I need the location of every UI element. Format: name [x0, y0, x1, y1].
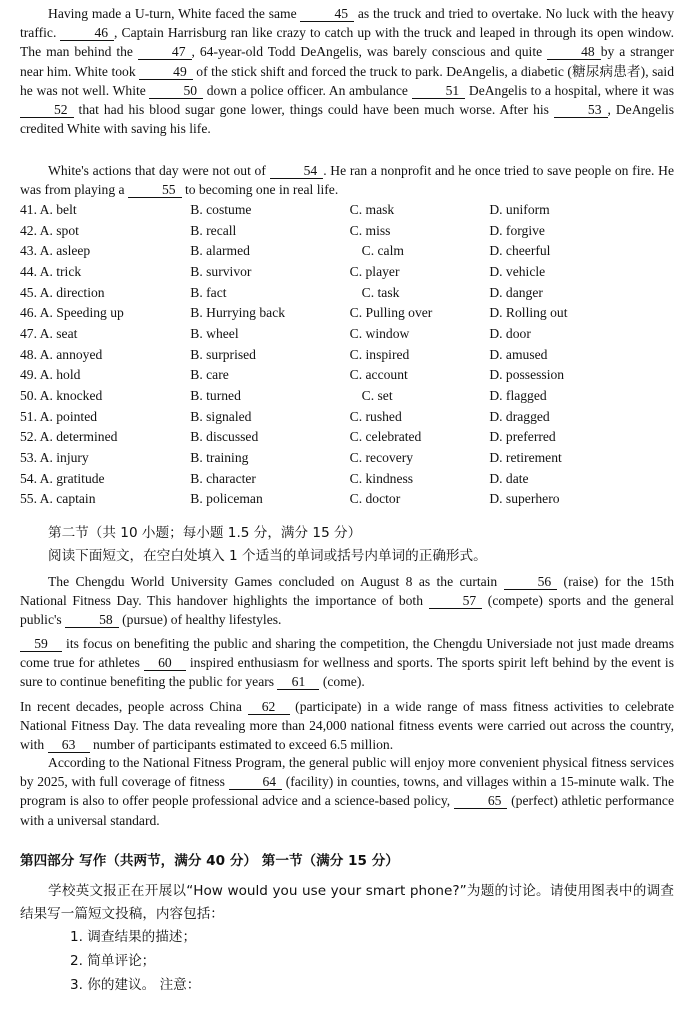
section2-title: 第二节（共 10 小题；每小题 1.5 分，满分 15 分）	[48, 525, 362, 541]
passage-text: as the truck and tried to overtake. No luck with the heavy traffic.	[20, 6, 675, 41]
part4-title: 第四部分 写作（共两节，满分 40 分） 第一节（满分 15 分）	[20, 853, 399, 869]
option-row-41	[20, 200, 674, 221]
answer-blank-65[interactable]: 65	[454, 793, 508, 809]
option-c[interactable]: C. set	[361, 387, 393, 403]
answer-blank-57[interactable]: 57	[429, 593, 483, 609]
option-b[interactable]: B. care	[190, 367, 229, 383]
option-d[interactable]: D. flagged	[489, 387, 547, 403]
option-d[interactable]: D. forgive	[489, 222, 545, 238]
option-b[interactable]: B. costume	[190, 202, 252, 217]
answer-blank-47[interactable]: 47	[138, 44, 192, 60]
section2-paragraph-1	[20, 572, 674, 630]
option-row-42	[20, 221, 674, 242]
option-c[interactable]: C. window	[349, 325, 410, 341]
option-b[interactable]: B. wheel	[190, 325, 239, 341]
passage-text: . He ran a nonprofit and he once tried to save people on fire. He was from playing a	[20, 163, 674, 198]
option-row-48	[20, 345, 674, 366]
passage-text: (perfect) athletic performance with a universal standard.	[20, 793, 674, 828]
option-c[interactable]: C. celebrated	[349, 429, 422, 445]
answer-blank-64[interactable]: 64	[229, 774, 283, 790]
option-b[interactable]: B. alarmed	[190, 243, 250, 259]
option-d[interactable]: D. amused	[489, 346, 548, 362]
option-d[interactable]: D. date	[489, 470, 529, 486]
passage-text: The Chengdu World University Games concluded on August 8 as the curtain	[48, 574, 504, 589]
option-a[interactable]: 42. A. spot	[20, 222, 79, 238]
requirement-1: 1. 调查结果的描述；	[70, 929, 197, 945]
passage-text: by a stranger near him. White took	[20, 44, 674, 79]
passage-text: , Captain Harrisburg ran like crazy to catch up with the truck and leaped in through its open window. The man behind the	[20, 25, 674, 60]
option-c[interactable]: C. Pulling over	[349, 305, 433, 321]
section2-instruction: 阅读下面短文，在空白处填入 1 个适当的单词或括号内单词的正确形式。	[48, 548, 487, 564]
option-c[interactable]: C. recovery	[349, 449, 414, 465]
option-row-54	[20, 469, 674, 490]
answer-blank-52[interactable]: 52	[20, 102, 74, 118]
option-d[interactable]: D. possession	[489, 367, 565, 383]
option-a[interactable]: 50. A. knocked	[20, 387, 103, 403]
passage-text: , DeAngelis credited White with saving his life.	[20, 102, 674, 137]
option-c[interactable]: C. miss	[349, 222, 391, 238]
option-row-52	[20, 427, 674, 448]
option-d[interactable]: D. preferred	[489, 429, 556, 445]
option-a[interactable]: 53. A. injury	[20, 449, 89, 465]
section2-paragraph-2	[20, 634, 674, 692]
section2-paragraph-3	[20, 697, 674, 755]
option-a[interactable]: 44. A. trick	[20, 263, 82, 279]
answer-blank-51[interactable]: 51	[412, 83, 466, 99]
option-a[interactable]: 48. A. annoyed	[20, 346, 103, 362]
option-row-55	[20, 489, 674, 510]
option-b[interactable]: B. turned	[190, 387, 241, 403]
options-table	[20, 200, 674, 510]
option-a[interactable]: 47. A. seat	[20, 325, 78, 341]
answer-blank-59[interactable]: 59	[20, 636, 62, 652]
option-b[interactable]: B. signaled	[190, 408, 252, 424]
option-b[interactable]: B. recall	[190, 222, 237, 238]
answer-blank-62[interactable]: 62	[248, 699, 290, 715]
passage-text: of the stick shift and forced the truck to park. DeAngelis, a diabetic (糖尿病患者), said he was not well. White	[20, 63, 675, 98]
option-d[interactable]: D. cheerful	[489, 243, 551, 259]
option-b[interactable]: B. fact	[190, 284, 227, 300]
option-d[interactable]: D. uniform	[489, 202, 550, 217]
option-c[interactable]: C. mask	[349, 202, 395, 217]
option-c[interactable]: C. inspired	[349, 346, 410, 362]
passage-text: According to the National Fitness Program, the general public will enjoy more convenient physical fitness services by 2025, with full coverage of fitness	[20, 755, 674, 790]
answer-blank-48[interactable]: 48	[547, 44, 601, 60]
requirement-2: 2. 简单评论；	[70, 953, 156, 969]
answer-blank-46[interactable]: 46	[60, 25, 114, 41]
option-a[interactable]: 49. A. hold	[20, 367, 81, 383]
option-a[interactable]: 54. A. gratitude	[20, 470, 105, 486]
option-d[interactable]: D. retirement	[489, 449, 562, 465]
option-a[interactable]: 52. A. determined	[20, 429, 118, 445]
passage-text: , 64-year-old Todd DeAngelis, was barely conscious and quite	[191, 44, 548, 60]
passage-text: (raise) for the 15th National Fitness Day. This handover highlights the importance of both	[20, 574, 674, 609]
passage-text: (pursue) of healthy lifestyles.	[118, 612, 282, 628]
passage-text: White's actions that day were not out of	[48, 163, 270, 178]
passage-text: number of participants estimated to exceed 6.5 million.	[89, 737, 394, 753]
option-b[interactable]: B. Hurrying back	[190, 305, 286, 321]
option-row-47	[20, 324, 674, 345]
answer-blank-49[interactable]: 49	[139, 64, 193, 80]
part4-instruction: 学校英文报正在开展以“How would you use your smart phone?”为题的讨论。请使用图表中的调查结果写一篇短文投稿，内容包括：	[20, 883, 674, 922]
option-b[interactable]: B. policeman	[190, 491, 263, 507]
option-row-50	[20, 386, 674, 407]
answer-blank-55[interactable]: 55	[128, 182, 182, 198]
answer-blank-61[interactable]: 61	[277, 674, 319, 690]
answer-blank-50[interactable]: 50	[149, 83, 203, 99]
passage-text: its focus on benefiting the public and sharing the competition, the Chengdu Universiade not just made dreams come true for athletes	[20, 636, 674, 671]
option-d[interactable]: D. superhero	[489, 491, 560, 507]
passage-text: (come).	[319, 674, 365, 690]
option-b[interactable]: B. training	[190, 449, 249, 465]
option-a[interactable]: 43. A. asleep	[20, 243, 91, 259]
option-a[interactable]: 46. A. Speeding up	[20, 305, 124, 321]
option-b[interactable]: B. surprised	[190, 346, 256, 362]
option-d[interactable]: D. danger	[489, 284, 543, 300]
answer-blank-45[interactable]: 45	[300, 6, 354, 22]
answer-blank-56[interactable]: 56	[504, 574, 558, 590]
option-d[interactable]: D. vehicle	[489, 263, 546, 279]
option-d[interactable]: D. Rolling out	[489, 305, 568, 321]
option-row-46	[20, 303, 674, 324]
passage-text: to becoming one in real life.	[181, 182, 339, 198]
option-row-44	[20, 262, 674, 283]
option-row-53	[20, 448, 674, 469]
option-a[interactable]: 55. A. captain	[20, 491, 96, 507]
option-row-51	[20, 407, 674, 428]
option-c[interactable]: C. calm	[361, 243, 404, 259]
passage1-paragraph-2	[20, 161, 674, 199]
option-b[interactable]: B. discussed	[190, 429, 259, 445]
option-a[interactable]: 51. A. pointed	[20, 408, 98, 424]
answer-blank-60[interactable]: 60	[144, 655, 186, 671]
passage-text: down a police officer. An ambulance	[203, 82, 412, 98]
option-a[interactable]: 45. A. direction	[20, 284, 105, 300]
passage-text: Having made a U-turn, White faced the same	[48, 6, 301, 21]
passage-text: (compete) sports and the general public's	[20, 593, 674, 628]
requirement-3: 3. 你的建议。 注意：	[70, 977, 201, 993]
option-c[interactable]: C. rushed	[349, 408, 402, 424]
option-d[interactable]: D. dragged	[489, 408, 550, 424]
passage-text: (facility) in counties, towns, and villages within a 15-minute walk. The program is also to offer people professional advice and a science-based policy,	[20, 774, 674, 809]
passage-text: that had his blood sugar gone lower, things could have been much worse. After his	[73, 102, 554, 118]
option-row-43	[20, 241, 674, 262]
option-row-49	[20, 365, 674, 386]
option-c[interactable]: C. kindness	[349, 470, 414, 486]
passage1-paragraph-1	[20, 4, 674, 138]
option-d[interactable]: D. door	[489, 325, 531, 341]
option-c[interactable]: C. task	[361, 284, 400, 300]
option-c[interactable]: C. player	[349, 263, 400, 279]
answer-blank-53[interactable]: 53	[554, 102, 608, 118]
section2-paragraph-4	[20, 753, 674, 830]
option-b[interactable]: B. survivor	[190, 263, 252, 279]
option-row-45	[20, 283, 674, 304]
passage-text: DeAngelis to a hospital, where it was	[465, 82, 675, 98]
option-c[interactable]: C. doctor	[349, 491, 401, 507]
passage-text: inspired enthusiasm for wellness and sports. The sports spirit left behind by the event is sure to continue benefiting the public for years	[20, 655, 674, 690]
option-c[interactable]: C. account	[349, 367, 408, 383]
option-a[interactable]: 41. A. belt	[20, 202, 77, 217]
answer-blank-54[interactable]: 54	[270, 163, 324, 179]
passage-text: (participate) in a wide range of mass fitness activities to celebrate National Fitness Day. The data revealing more than 24,000 national fitness events were carried out across the country, with	[20, 699, 674, 753]
answer-blank-58[interactable]: 58	[65, 612, 119, 628]
option-b[interactable]: B. character	[190, 470, 256, 486]
answer-blank-63[interactable]: 63	[48, 737, 90, 753]
passage-text: In recent decades, people across China	[20, 699, 248, 714]
